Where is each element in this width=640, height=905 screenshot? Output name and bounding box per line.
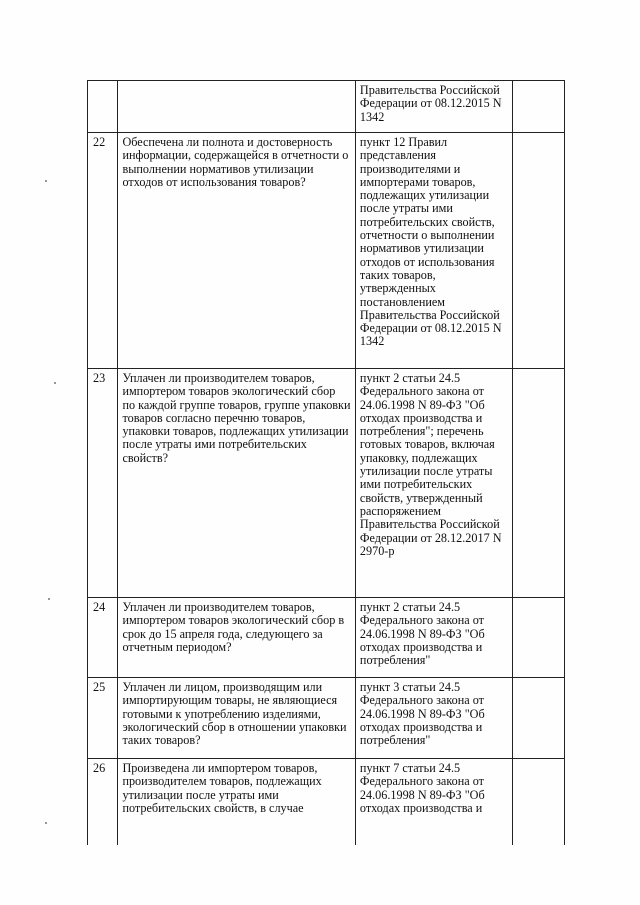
row-number: 22 [88,133,118,369]
question-cell: Обеспечена ли полнота и достоверность информации, содержащейся в отчетности о выполнении нормативов утилизации отходов от использования товаров? [118,133,355,369]
empty-cell [513,759,565,846]
legal-reference-cell: пункт 7 статьи 24.5 Федерального закона от 24.06.1998 N 89-ФЗ "Об отходах производства и [355,759,512,846]
row-number: 25 [88,678,118,759]
legal-reference-cell: пункт 2 статьи 24.5 Федерального закона от 24.06.1998 N 89-ФЗ "Об отходах производства и потребления"; перечень готовых товаров, включая упаковку, подлежащих утилизации после утраты ими потребительских свойств, утвержденный распоряжением Правительства Российской Федерации от 28.12.2017 N 2970-р [355,369,512,598]
checklist-table [87,80,565,845]
empty-cell [513,133,565,369]
scan-speck [54,382,56,384]
question-cell: Уплачен ли производителем товаров, импортером товаров экологический сбор в срок до 15 апреля года, следующего за отчетным периодом? [118,598,355,678]
legal-reference-cell: пункт 3 статьи 24.5 Федерального закона от 24.06.1998 N 89-ФЗ "Об отходах производства и потребления" [355,678,512,759]
empty-cell [513,598,565,678]
empty-cell [513,678,565,759]
empty-cell [513,81,565,133]
row-number: 23 [88,369,118,598]
row-number: 24 [88,598,118,678]
question-cell: Произведена ли импортером товаров, производителем товаров, подлежащих утилизации после утраты ими потребительских свойств, в случае [118,759,355,846]
scan-speck [45,822,47,824]
table-row [88,759,565,846]
table-row [88,133,565,369]
scan-speck [45,180,47,182]
question-cell [118,81,355,133]
legal-reference-cell: пункт 2 статьи 24.5 Федерального закона от 24.06.1998 N 89-ФЗ "Об отходах производства и потребления" [355,598,512,678]
question-cell: Уплачен ли производителем товаров, импортером товаров экологический сбор по каждой группе товаров, группе упаковки товаров согласно перечню товаров, упаковки товаров, подлежащих утилизации после утраты ими потребительских свойств? [118,369,355,598]
table-row [88,598,565,678]
legal-reference-cell: пункт 12 Правил представления производителями и импортерами товаров, подлежащих утилизации после утраты ими потребительских свойств, отчетности о выполнении нормативов утилизации отходов от использования таких товаров, утвержденных постановлением Правительства Российской Федерации от 08.12.2015 N 1342 [355,133,512,369]
checklist-table-wrapper [87,80,565,845]
table-row [88,678,565,759]
row-number [88,81,118,133]
scan-speck [48,598,50,600]
row-number: 26 [88,759,118,846]
table-row [88,81,565,133]
table-row [88,369,565,598]
empty-cell [513,369,565,598]
question-cell: Уплачен ли лицом, производящим или импортирующим товары, не являющиеся готовыми к употреблению изделиями, экологический сбор в отношении упаковки таких товаров? [118,678,355,759]
legal-reference-cell: Правительства Российской Федерации от 08.12.2015 N 1342 [355,81,512,133]
